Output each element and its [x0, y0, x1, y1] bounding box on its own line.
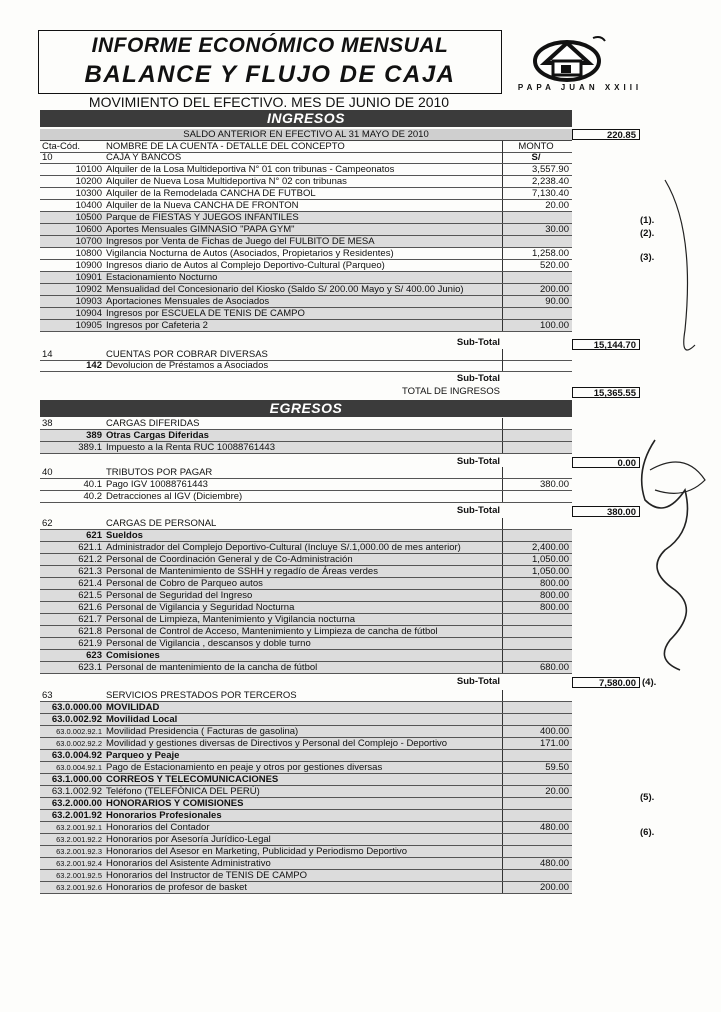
row-code: 63.2.001.92.2 — [56, 835, 102, 844]
row-desc: HONORARIOS Y COMISIONES — [106, 798, 244, 809]
row-desc: Pago de Estacionamiento en peaje y otros por gestiones diversas — [106, 762, 383, 773]
table-row — [40, 726, 572, 738]
row-code: 623.1 — [78, 662, 102, 673]
col-currency-header: S/ — [502, 152, 572, 163]
row-amount: 200.00 — [502, 882, 572, 893]
row-amount: 100.00 — [502, 320, 572, 331]
logo-text: PAPA JUAN XXIII — [517, 83, 643, 92]
row-amount: 1,050.00 — [502, 554, 572, 565]
row-amount — [502, 518, 572, 529]
row-desc: Alquiler de Nueva Losa Multideportiva N° 02 con tribunas — [106, 176, 347, 187]
row-code: 621.8 — [78, 626, 102, 637]
row-desc: Honorarios del Instructor de TENIS DE CAMPO — [106, 870, 307, 881]
total-ingresos-label: TOTAL DE INGRESOS — [401, 386, 500, 397]
row-code: 63.2.001.92 — [51, 810, 102, 821]
row-amount — [502, 614, 572, 625]
row-desc: Ingresos por Cafeteria 2 — [106, 320, 208, 331]
row-code: 63.0.004.92 — [51, 750, 102, 761]
row-code: 10400 — [75, 200, 102, 211]
table-row — [40, 714, 572, 726]
row-142 — [40, 360, 572, 372]
row-amount: 20.00 — [502, 786, 572, 797]
row-desc: CORREOS Y TELECOMUNICACIONES — [106, 774, 279, 785]
table-row — [40, 272, 572, 284]
row-amount — [502, 467, 572, 478]
row-code: 621.1 — [78, 542, 102, 553]
row-code: 63.0.000.00 — [51, 702, 102, 713]
table-row — [40, 566, 572, 578]
row-code: 10903 — [75, 296, 102, 307]
row-amount: 90.00 — [502, 296, 572, 307]
row-code: 10300 — [75, 188, 102, 199]
table-row — [40, 164, 572, 176]
row-amount: 59.50 — [502, 762, 572, 773]
row-code: 63.1.002.92 — [51, 786, 102, 797]
report-title: INFORME ECONÓMICO MENSUAL — [91, 34, 449, 57]
egresos-band: EGRESOS — [40, 400, 572, 417]
row-code: 621.5 — [78, 590, 102, 601]
row-desc: Vigilancia Nocturna de Autos (Asociados, Propietarios y Residentes) — [106, 248, 394, 259]
note-3: (3). — [640, 252, 655, 263]
row-amount: 1,050.00 — [502, 566, 572, 577]
row-desc: Detracciones al IGV (Diciembre) — [106, 491, 243, 502]
row-amount — [502, 650, 572, 661]
table-row — [40, 418, 572, 430]
row-code: 10600 — [75, 224, 102, 235]
row-code: 621.9 — [78, 638, 102, 649]
row-code: 63.2.001.92.5 — [56, 871, 102, 880]
table-row — [40, 882, 572, 894]
table-row — [40, 248, 572, 260]
total-ingresos-row — [40, 386, 572, 397]
ingresos-band: INGRESOS — [40, 110, 572, 127]
table-row — [40, 626, 572, 638]
row-desc: Aportaciones Mensuales de Asociados — [106, 296, 270, 307]
row-amount — [502, 714, 572, 725]
row-amount — [502, 530, 572, 541]
table-row — [40, 296, 572, 308]
table-row — [40, 846, 572, 858]
table-row — [40, 479, 572, 491]
table-row — [40, 284, 572, 296]
table-row — [40, 320, 572, 332]
row-desc: Honorarios de profesor de basket — [106, 882, 247, 893]
row-142-code: 142 — [86, 360, 102, 371]
section-total: 7,580.00 — [572, 677, 640, 688]
row-amount: 171.00 — [502, 738, 572, 749]
row-desc: Ingresos por Venta de Fichas de Juego del FULBITO DE MESA — [106, 236, 375, 247]
col-code-header: Cta-Cód. — [42, 141, 81, 152]
ingresos-subtotal-2-row — [40, 373, 572, 384]
group-10-code: 10 — [42, 152, 53, 163]
table-row — [40, 590, 572, 602]
group-14-name: CUENTAS POR COBRAR DIVERSAS — [106, 349, 268, 360]
group-63-amount — [502, 690, 572, 701]
table-row — [40, 786, 572, 798]
row-amount — [502, 272, 572, 283]
row-code: 623 — [86, 650, 102, 661]
table-row — [40, 614, 572, 626]
row-desc: Otras Cargas Diferidas — [106, 430, 209, 441]
row-desc: Personal de Control de Acceso, Mantenimiento y Limpieza de cancha de fútbol — [106, 626, 438, 637]
subtotal-label: Sub-Total — [456, 505, 500, 516]
row-desc: Honorarios del Contador — [106, 822, 210, 833]
table-row — [40, 491, 572, 503]
row-desc: Ingresos por ESCUELA DE TENIS DE CAMPO — [106, 308, 305, 319]
section-total: 380.00 — [572, 506, 640, 517]
row-desc: Parque de FIESTAS Y JUEGOS INFANTILES — [106, 212, 299, 223]
row-code: 63.2.001.92.6 — [56, 883, 102, 892]
row-amount — [502, 418, 572, 429]
row-amount: 200.00 — [502, 284, 572, 295]
note-6: (6). — [640, 827, 655, 838]
table-row — [40, 638, 572, 650]
row-amount — [502, 491, 572, 502]
row-code: 62 — [42, 518, 53, 529]
row-amount: 800.00 — [502, 590, 572, 601]
subtotal-label: Sub-Total — [456, 456, 500, 467]
col-desc-header: NOMBRE DE LA CUENTA - DETALLE DEL CONCEPTO — [106, 141, 345, 152]
table-row — [40, 822, 572, 834]
section-subtotal-row — [40, 456, 572, 467]
table-row — [40, 870, 572, 882]
table-row — [40, 650, 572, 662]
row-amount: 3,557.90 — [502, 164, 572, 175]
row-desc: Parqueo y Peaje — [106, 750, 180, 761]
row-code: 621.7 — [78, 614, 102, 625]
row-code: 389 — [86, 430, 102, 441]
row-desc: Alquiler de la Remodelada CANCHA DE FUTBOL — [106, 188, 316, 199]
group-63-name: SERVICIOS PRESTADOS POR TERCEROS — [106, 690, 297, 701]
row-amount — [502, 626, 572, 637]
row-code: 63.2.000.00 — [51, 798, 102, 809]
table-row — [40, 602, 572, 614]
row-desc: Honorarios por Asesoría Jurídico-Legal — [106, 834, 271, 845]
row-amount — [502, 702, 572, 713]
table-row — [40, 224, 572, 236]
group-10-row — [40, 152, 572, 164]
row-desc: Honorarios del Asistente Administrativo — [106, 858, 271, 869]
row-code: 10904 — [75, 308, 102, 319]
row-desc: Aportes Mensuales GIMNASIO "PAPA GYM" — [106, 224, 295, 235]
section-subtotal-row — [40, 505, 572, 516]
row-amount: 7,130.40 — [502, 188, 572, 199]
report-subtitle-balance: BALANCE Y FLUJO DE CAJA — [84, 61, 456, 88]
row-code: 389.1 — [78, 442, 102, 453]
row-amount — [502, 430, 572, 441]
row-desc: Alquiler de la Nueva CANCHA DE FRONTON — [106, 200, 299, 211]
row-desc: Personal de Vigilancia , descansos y doble turno — [106, 638, 311, 649]
row-code: 10200 — [75, 176, 102, 187]
row-desc: Personal de mantenimiento de la cancha de fútbol — [106, 662, 318, 673]
row-amount: 2,238.40 — [502, 176, 572, 187]
group-10-name: CAJA Y BANCOS — [106, 152, 182, 163]
row-amount: 2,400.00 — [502, 542, 572, 553]
table-row — [40, 542, 572, 554]
row-code: 621.3 — [78, 566, 102, 577]
table-row — [40, 212, 572, 224]
row-amount: 380.00 — [502, 479, 572, 490]
row-amount: 400.00 — [502, 726, 572, 737]
table-row — [40, 200, 572, 212]
table-row — [40, 810, 572, 822]
row-code: 10901 — [75, 272, 102, 283]
subtotal-label: Sub-Total — [456, 337, 500, 348]
section-note: (4). — [642, 677, 657, 688]
table-row — [40, 738, 572, 750]
row-desc: Pago IGV 10088761443 — [106, 479, 208, 490]
row-amount — [502, 442, 572, 453]
table-row — [40, 308, 572, 320]
table-row — [40, 702, 572, 714]
row-code: 10905 — [75, 320, 102, 331]
total-ingresos-value: 15,365.55 — [572, 387, 640, 398]
period-subtitle: MOVIMIENTO DEL EFECTIVO. MES DE JUNIO DE 2010 — [88, 94, 450, 110]
row-code: 10902 — [75, 284, 102, 295]
table-row — [40, 798, 572, 810]
row-amount: 1,258.00 — [502, 248, 572, 259]
row-desc: TRIBUTOS POR PAGAR — [106, 467, 213, 478]
row-desc: Personal de Mantenimiento de SSHH y regadío de Áreas verdes — [106, 566, 378, 577]
row-amount: 680.00 — [502, 662, 572, 673]
row-amount: 480.00 — [502, 822, 572, 833]
row-code: 63.2.001.92.1 — [56, 823, 102, 832]
row-142-amount — [502, 360, 572, 371]
table-row — [40, 834, 572, 846]
row-amount — [502, 750, 572, 761]
table-row — [40, 774, 572, 786]
row-desc: Personal de Coordinación General y de Co-Administración — [106, 554, 353, 565]
table-row — [40, 578, 572, 590]
row-code: 621 — [86, 530, 102, 541]
row-desc: Personal de Limpieza, Mantenimiento y Vigilancia nocturna — [106, 614, 356, 625]
row-desc: CARGAS DE PERSONAL — [106, 518, 217, 529]
row-amount: 20.00 — [502, 200, 572, 211]
table-row — [40, 518, 572, 530]
saldo-anterior-label: SALDO ANTERIOR EN EFECTIVO AL 31 MAYO DE 2010 — [40, 129, 572, 141]
row-code: 63.0.002.92 — [51, 714, 102, 725]
row-desc: Movilidad Local — [106, 714, 178, 725]
table-row — [40, 430, 572, 442]
group-63-row — [40, 690, 572, 702]
row-desc: Estacionamiento Nocturno — [106, 272, 218, 283]
row-desc: Honorarios del Asesor en Marketing, Publicidad y Periodismo Deportivo — [106, 846, 407, 857]
group-63-code: 63 — [42, 690, 53, 701]
handwritten-signature — [625, 170, 715, 690]
row-amount — [502, 798, 572, 809]
note-5: (5). — [640, 792, 655, 803]
row-amount — [502, 638, 572, 649]
row-desc: Personal de Vigilancia y Seguridad Nocturna — [106, 602, 295, 613]
row-desc: MOVILIDAD — [106, 702, 160, 713]
section-total: 0.00 — [572, 457, 640, 468]
table-row — [40, 467, 572, 479]
ingresos-subtotal-row — [40, 337, 572, 348]
row-amount — [502, 308, 572, 319]
row-desc: Mensualidad del Concesionario del Kiosko (Saldo S/ 200.00 Mayo y S/ 400.00 Junio) — [106, 284, 464, 295]
row-desc: Sueldos — [106, 530, 143, 541]
note-1: (1). — [640, 215, 655, 226]
row-amount — [502, 774, 572, 785]
table-row — [40, 662, 572, 674]
row-desc: Comisiones — [106, 650, 160, 661]
col-monto-header: MONTO — [502, 141, 572, 152]
row-code: 63.0.004.92.1 — [56, 763, 102, 772]
table-row — [40, 188, 572, 200]
row-code: 10700 — [75, 236, 102, 247]
section-subtotal-row — [40, 676, 572, 687]
table-row — [40, 858, 572, 870]
row-code: 10100 — [75, 164, 102, 175]
group-14-amount — [502, 349, 572, 360]
logo — [505, 33, 655, 103]
title-box — [38, 30, 502, 94]
row-code: 621.4 — [78, 578, 102, 589]
row-amount — [502, 212, 572, 223]
table-row — [40, 176, 572, 188]
group-14-code: 14 — [42, 349, 53, 360]
row-amount: 30.00 — [502, 224, 572, 235]
row-code: 10500 — [75, 212, 102, 223]
row-code: 63.2.001.92.4 — [56, 859, 102, 868]
house-logo-icon — [505, 33, 655, 83]
table-row — [40, 442, 572, 454]
row-142-desc: Devolucion de Préstamos a Asociados — [106, 360, 269, 371]
row-amount: 520.00 — [502, 260, 572, 271]
row-code: 10900 — [75, 260, 102, 271]
subtotal-10-value: 15,144.70 — [572, 339, 640, 350]
row-code: 63.2.001.92.3 — [56, 847, 102, 856]
row-desc: Movilidad y gestiones diversas de Directivos y Personal del Complejo - Deportivo — [106, 738, 448, 749]
row-desc: Honorarios Profesionales — [106, 810, 222, 821]
table-row — [40, 260, 572, 272]
row-amount: 800.00 — [502, 578, 572, 589]
row-desc: Administrador del Complejo Deportivo-Cultural (Incluye S/.1,000.00 de mes anterior) — [106, 542, 461, 553]
row-code: 63.0.002.92.2 — [56, 739, 102, 748]
row-code: 40 — [42, 467, 53, 478]
row-amount: 800.00 — [502, 602, 572, 613]
row-code: 621.6 — [78, 602, 102, 613]
row-code: 40.2 — [83, 491, 102, 502]
row-desc: CARGAS DIFERIDAS — [106, 418, 200, 429]
row-desc: Personal de Seguridad del Ingreso — [106, 590, 253, 601]
row-code: 38 — [42, 418, 53, 429]
row-desc: Impuesto a la Renta RUC 10088761443 — [106, 442, 276, 453]
row-desc: Ingresos diario de Autos al Complejo Deportivo-Cultural (Parqueo) — [106, 260, 385, 271]
row-amount — [502, 810, 572, 821]
subtotal-label: Sub-Total — [456, 676, 500, 687]
note-2: (2). — [640, 228, 655, 239]
row-code: 63.0.002.92.1 — [56, 727, 102, 736]
row-desc: Alquiler de la Losa Multideportiva N° 01 con tribunas - Campeonatos — [106, 164, 395, 175]
row-amount — [502, 846, 572, 857]
row-desc: Movilidad Presidencia ( Facturas de gasolina) — [106, 726, 299, 737]
row-desc: Teléfono (TELEFÓNICA DEL PERÚ) — [106, 786, 260, 797]
table-row — [40, 554, 572, 566]
table-row — [40, 750, 572, 762]
row-desc: Personal de Cobro de Parqueo autos — [106, 578, 263, 589]
row-code: 40.1 — [83, 479, 102, 490]
row-amount — [502, 834, 572, 845]
table-row — [40, 762, 572, 774]
row-amount — [502, 236, 572, 247]
row-amount: 480.00 — [502, 858, 572, 869]
row-code: 63.1.000.00 — [51, 774, 102, 785]
row-amount — [502, 870, 572, 881]
subtotal-2-label: Sub-Total — [456, 373, 500, 384]
row-code: 621.2 — [78, 554, 102, 565]
table-row — [40, 236, 572, 248]
table-row — [40, 530, 572, 542]
saldo-anterior-value: 220.85 — [572, 129, 640, 140]
row-code: 10800 — [75, 248, 102, 259]
